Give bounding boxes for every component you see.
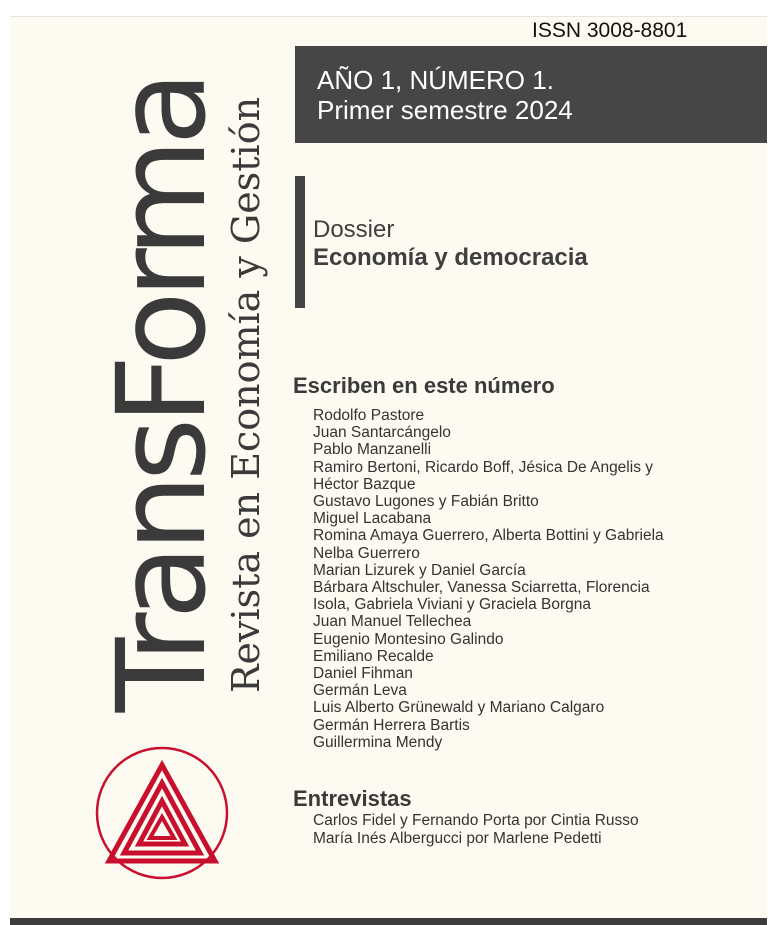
issue-semester: Primer semestre 2024 (317, 95, 573, 125)
issue-number: AÑO 1, NÚMERO 1. (317, 65, 554, 95)
interviews-heading: Entrevistas (293, 786, 412, 811)
bottom-divider (10, 918, 767, 925)
author-line: Guillermina Mendy (313, 733, 443, 751)
dossier-label: Dossier (313, 216, 395, 243)
authors-heading: Escriben en este número (293, 373, 555, 398)
author-line: Nelba Guerrero (313, 544, 420, 562)
author-line: Daniel Fihman (313, 665, 413, 683)
author-line: Germán Herrera Bartis (313, 716, 470, 734)
issue-banner (295, 46, 767, 143)
author-line: Gustavo Lugones y Fabián Britto (313, 493, 539, 511)
journal-subtitle-text: Revista en Economía y Gestión (224, 96, 268, 694)
triangle-logo-icon (94, 745, 230, 881)
author-line: Juan Manuel Tellechea (313, 613, 472, 631)
author-line: Ramiro Bertoni, Ricardo Boff, Jésica De Angelis y (313, 458, 654, 476)
interview-line: Carlos Fidel y Fernando Porta por Cintia Russo (313, 812, 639, 829)
author-line: Eugenio Montesino Galindo (313, 630, 504, 648)
author-line: Isola, Gabriela Viviani y Graciela Borgna (313, 596, 591, 614)
issn-number: ISSN 3008-8801 (532, 19, 688, 42)
author-line: Luis Alberto Grünewald y Mariano Calgaro (313, 699, 605, 717)
author-line: Rodolfo Pastore (313, 407, 425, 424)
interview-line: María Inés Albergucci por Marlene Pedetti (313, 829, 602, 847)
author-line: Germán Leva (313, 682, 407, 700)
author-line: Miguel Lacabana (313, 510, 432, 528)
dossier-title: Economía y democracia (313, 244, 588, 271)
dossier-accent-bar (295, 176, 305, 308)
journal-title-text: TransForma (91, 77, 233, 713)
author-line: Marian Lizurek y Daniel García (313, 561, 526, 579)
author-line: Pablo Manzanelli (313, 441, 432, 459)
authors-list (313, 407, 713, 751)
author-line: Romina Amaya Guerrero, Alberta Bottini y Gabriela (313, 527, 664, 545)
author-line: Héctor Bazque (313, 475, 416, 493)
author-line: Emiliano Recalde (313, 647, 434, 665)
interviews-list (313, 812, 733, 847)
author-line: Juan Santarcángelo (313, 424, 451, 442)
author-line: Bárbara Altschuler, Vanessa Sciarretta, Florencia (313, 579, 650, 597)
